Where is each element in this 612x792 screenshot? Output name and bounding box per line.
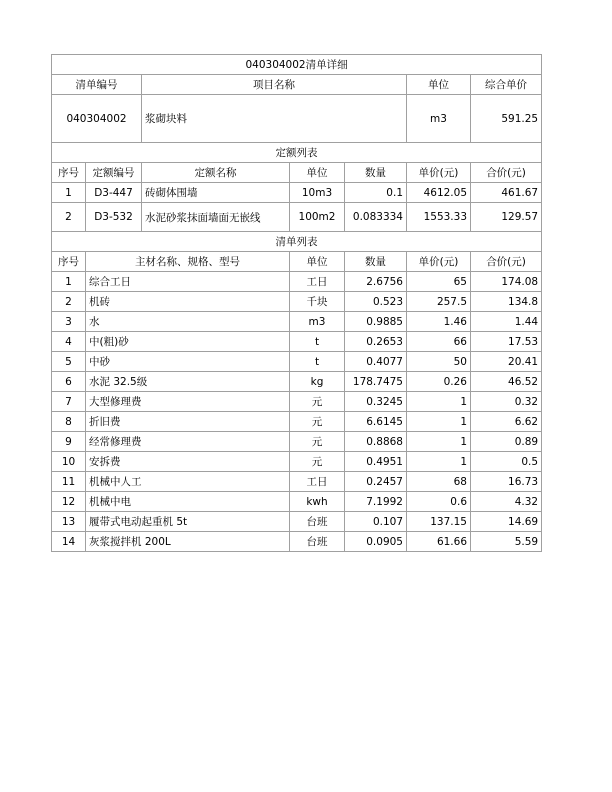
material-unit: 元 xyxy=(290,452,345,472)
bill-price-header: 综合单价 xyxy=(471,75,542,95)
table-row xyxy=(52,412,542,432)
material-unit: kg xyxy=(290,372,345,392)
quota-unit-price: 1553.33 xyxy=(407,203,471,232)
table-row xyxy=(52,432,542,452)
material-total: 1.44 xyxy=(471,312,542,332)
material-name: 中砂 xyxy=(86,352,290,372)
quota-section-title: 定额列表 xyxy=(52,143,542,163)
material-index: 3 xyxy=(52,312,86,332)
bill-header-row xyxy=(52,75,542,95)
material-unit: 元 xyxy=(290,412,345,432)
materials-header-cell: 主材名称、规格、型号 xyxy=(86,252,290,272)
quota-code: D3-532 xyxy=(86,203,142,232)
material-total: 134.8 xyxy=(471,292,542,312)
material-unit-price: 61.66 xyxy=(407,532,471,552)
quota-unit: 100m2 xyxy=(290,203,345,232)
material-name: 水 xyxy=(86,312,290,332)
quota-header-cell: 单位 xyxy=(290,163,345,183)
material-total: 6.62 xyxy=(471,412,542,432)
quota-total: 129.57 xyxy=(471,203,542,232)
table-row xyxy=(52,372,542,392)
table-row xyxy=(52,332,542,352)
material-quantity: 2.6756 xyxy=(345,272,407,292)
material-index: 11 xyxy=(52,472,86,492)
material-total: 14.69 xyxy=(471,512,542,532)
material-total: 0.32 xyxy=(471,392,542,412)
materials-header-cell: 序号 xyxy=(52,252,86,272)
material-total: 46.52 xyxy=(471,372,542,392)
material-name: 经常修理费 xyxy=(86,432,290,452)
materials-header-cell: 数量 xyxy=(345,252,407,272)
material-total: 0.89 xyxy=(471,432,542,452)
bill-detail-table xyxy=(51,54,542,552)
materials-section-row xyxy=(52,232,542,252)
material-index: 2 xyxy=(52,292,86,312)
materials-header-cell: 单价(元) xyxy=(407,252,471,272)
bill-row xyxy=(52,95,542,143)
material-unit-price: 1 xyxy=(407,412,471,432)
table-row xyxy=(52,452,542,472)
material-unit-price: 257.5 xyxy=(407,292,471,312)
materials-header-cell: 合价(元) xyxy=(471,252,542,272)
table-row xyxy=(52,292,542,312)
material-total: 5.59 xyxy=(471,532,542,552)
quota-name: 水泥砂浆抹面墙面无嵌线 xyxy=(142,203,290,232)
material-unit: 工日 xyxy=(290,272,345,292)
material-index: 14 xyxy=(52,532,86,552)
material-unit: 工日 xyxy=(290,472,345,492)
quota-index: 2 xyxy=(52,203,86,232)
material-quantity: 0.4077 xyxy=(345,352,407,372)
table-row xyxy=(52,512,542,532)
bill-unit-header: 单位 xyxy=(407,75,471,95)
material-unit-price: 1 xyxy=(407,432,471,452)
material-unit-price: 1 xyxy=(407,452,471,472)
material-name: 安拆费 xyxy=(86,452,290,472)
material-name: 机械中人工 xyxy=(86,472,290,492)
material-name: 综合工日 xyxy=(86,272,290,292)
bill-name: 浆砌块料 xyxy=(142,95,407,143)
material-name: 中(粗)砂 xyxy=(86,332,290,352)
quota-section-row xyxy=(52,143,542,163)
bill-code-header: 清单编号 xyxy=(52,75,142,95)
material-quantity: 0.9885 xyxy=(345,312,407,332)
material-quantity: 0.3245 xyxy=(345,392,407,412)
material-index: 8 xyxy=(52,412,86,432)
material-index: 13 xyxy=(52,512,86,532)
quota-index: 1 xyxy=(52,183,86,203)
materials-section-title: 清单列表 xyxy=(52,232,542,252)
material-quantity: 178.7475 xyxy=(345,372,407,392)
material-name: 大型修理费 xyxy=(86,392,290,412)
quota-header-cell: 数量 xyxy=(345,163,407,183)
material-index: 5 xyxy=(52,352,86,372)
material-name: 机砖 xyxy=(86,292,290,312)
table-row xyxy=(52,312,542,332)
material-name: 灰浆搅拌机 200L xyxy=(86,532,290,552)
material-unit: 台班 xyxy=(290,512,345,532)
material-quantity: 0.4951 xyxy=(345,452,407,472)
bill-unit: m3 xyxy=(407,95,471,143)
bill-code: 040304002 xyxy=(52,95,142,143)
materials-header-row xyxy=(52,252,542,272)
material-unit-price: 137.15 xyxy=(407,512,471,532)
material-unit-price: 68 xyxy=(407,472,471,492)
quota-total: 461.67 xyxy=(471,183,542,203)
material-total: 16.73 xyxy=(471,472,542,492)
material-index: 1 xyxy=(52,272,86,292)
material-quantity: 0.523 xyxy=(345,292,407,312)
material-index: 10 xyxy=(52,452,86,472)
material-index: 7 xyxy=(52,392,86,412)
table-row xyxy=(52,492,542,512)
quota-header-cell: 定额编号 xyxy=(86,163,142,183)
quota-header-cell: 单价(元) xyxy=(407,163,471,183)
bill-name-header: 项目名称 xyxy=(142,75,407,95)
table-title: 040304002清单详细 xyxy=(52,55,542,75)
material-unit: m3 xyxy=(290,312,345,332)
material-unit: 千块 xyxy=(290,292,345,312)
table-row xyxy=(52,532,542,552)
material-name: 折旧费 xyxy=(86,412,290,432)
quota-header-row xyxy=(52,163,542,183)
table-row xyxy=(52,272,542,292)
material-unit: 元 xyxy=(290,392,345,412)
material-quantity: 0.107 xyxy=(345,512,407,532)
material-quantity: 7.1992 xyxy=(345,492,407,512)
material-unit: t xyxy=(290,352,345,372)
material-index: 12 xyxy=(52,492,86,512)
bill-unit-price: 591.25 xyxy=(471,95,542,143)
material-unit: 台班 xyxy=(290,532,345,552)
material-quantity: 0.2457 xyxy=(345,472,407,492)
material-name: 机械中电 xyxy=(86,492,290,512)
material-name: 履带式电动起重机 5t xyxy=(86,512,290,532)
material-index: 6 xyxy=(52,372,86,392)
materials-header-cell: 单位 xyxy=(290,252,345,272)
material-total: 0.5 xyxy=(471,452,542,472)
quota-name: 砖砌体围墙 xyxy=(142,183,290,203)
material-unit-price: 0.6 xyxy=(407,492,471,512)
material-unit-price: 1.46 xyxy=(407,312,471,332)
quota-unit: 10m3 xyxy=(290,183,345,203)
material-unit-price: 1 xyxy=(407,392,471,412)
table-row xyxy=(52,472,542,492)
table-row xyxy=(52,183,542,203)
table-row xyxy=(52,392,542,412)
quota-header-cell: 合价(元) xyxy=(471,163,542,183)
material-total: 174.08 xyxy=(471,272,542,292)
quota-quantity: 0.083334 xyxy=(345,203,407,232)
material-unit: 元 xyxy=(290,432,345,452)
material-unit-price: 0.26 xyxy=(407,372,471,392)
quota-header-cell: 定额名称 xyxy=(142,163,290,183)
material-unit-price: 65 xyxy=(407,272,471,292)
material-unit: kwh xyxy=(290,492,345,512)
quota-unit-price: 4612.05 xyxy=(407,183,471,203)
material-total: 17.53 xyxy=(471,332,542,352)
quota-header-cell: 序号 xyxy=(52,163,86,183)
material-index: 9 xyxy=(52,432,86,452)
material-unit: t xyxy=(290,332,345,352)
table-row xyxy=(52,203,542,232)
material-unit-price: 50 xyxy=(407,352,471,372)
quota-quantity: 0.1 xyxy=(345,183,407,203)
material-index: 4 xyxy=(52,332,86,352)
material-quantity: 0.2653 xyxy=(345,332,407,352)
material-quantity: 6.6145 xyxy=(345,412,407,432)
material-total: 20.41 xyxy=(471,352,542,372)
quota-code: D3-447 xyxy=(86,183,142,203)
material-unit-price: 66 xyxy=(407,332,471,352)
material-quantity: 0.8868 xyxy=(345,432,407,452)
material-total: 4.32 xyxy=(471,492,542,512)
title-row xyxy=(52,55,542,75)
material-quantity: 0.0905 xyxy=(345,532,407,552)
material-name: 水泥 32.5级 xyxy=(86,372,290,392)
table-row xyxy=(52,352,542,372)
